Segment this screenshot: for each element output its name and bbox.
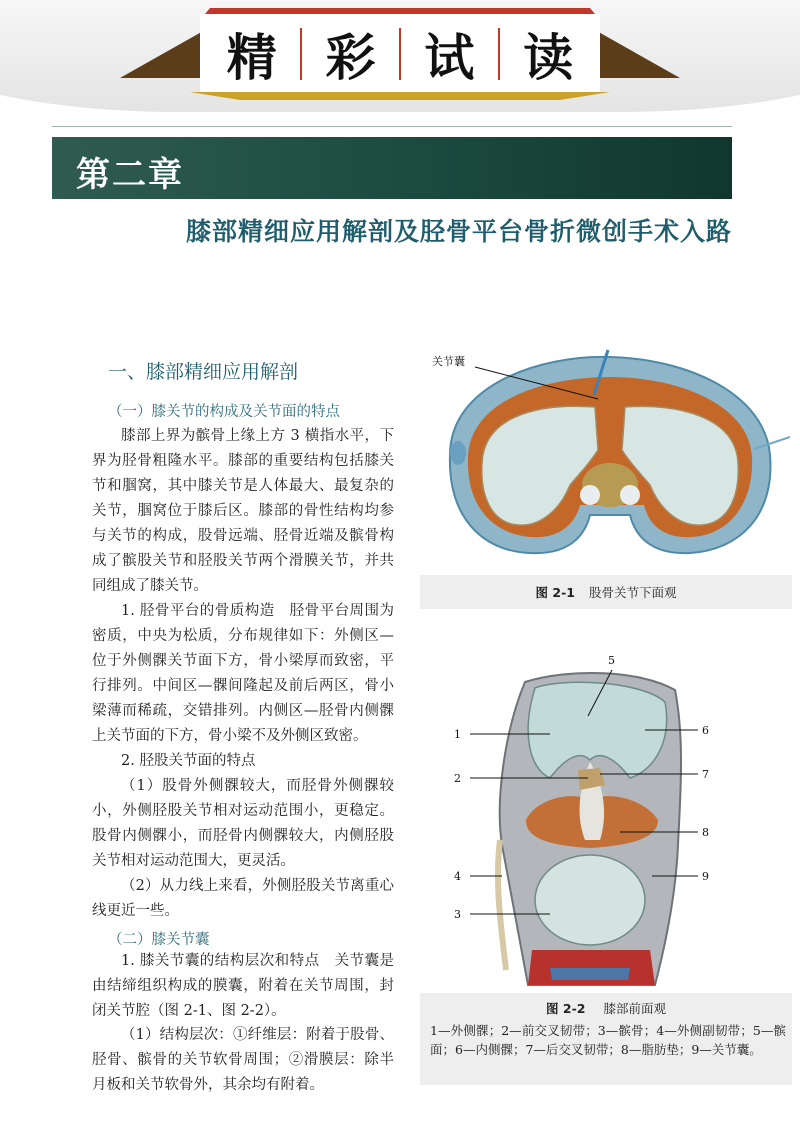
figure-number: 图 2-1 [535,585,575,600]
subsection-heading: （一）膝关节的构成及关节面的特点 [108,404,340,420]
figure-number: 图 2-2 [546,1001,586,1016]
figure-number-label: 6 [702,724,709,737]
banner-char: 试 [424,29,475,87]
paragraph: 膝部上界为髌骨上缘上方 3 横指水平，下界为胫骨粗隆水平。膝部的重要结构包括膝关节和腘窝，其中膝关节是人体最大、最复杂的关节，腘窝位于膝后区。膝部的骨性结构均参与关节的构成，股骨远端、胫骨近端及髌骨构成了髌股关节和胫股关节两个滑膜关节，并共同组成了膝关节。 [92,428,394,594]
banner-char: 读 [523,29,574,87]
figure-number-label: 8 [702,826,709,839]
banner-char: 精 [226,29,277,87]
banner-title [210,14,590,94]
chapter-bar [52,137,732,199]
page-top-rule [52,126,732,127]
banner-char: 彩 [325,29,376,87]
banner-divider [498,28,500,80]
figure-number-label: 4 [454,870,461,883]
chapter-title: 膝部精细应用解剖及胫骨平台骨折微创手术入路 [185,217,732,246]
figure-caption-text: 膝部前面观 [603,1001,666,1016]
section-heading: 一、膝部精细应用解剖 [108,361,299,383]
figure-label: 关节囊 [432,355,465,368]
paragraph: 1. 膝关节囊的结构层次和特点 关节囊是由结缔组织构成的膜囊，附着在关节周围，封闭关节腔（图 2-1、图 2-2）。 [92,953,394,1019]
chapter-label: 第二章 [76,155,184,195]
figure-legend: 1—外侧髁；2—前交叉韧带；3—髌骨；4—外侧副韧带；5—髌面；6—内侧髁；7—后交叉韧带；8—脂肪垫；9—关节囊。 [430,1023,786,1057]
top-banner [0,0,800,120]
figure-2-2-caption [420,999,792,1017]
paragraph: （1）结构层次：①纤维层：附着于股骨、胫骨、髌骨的关节软骨周围；②滑膜层：除半月板和关节软骨外，其余均有附着。 [92,1027,394,1093]
figure-number-label: 9 [702,870,709,883]
paragraph: 1. 胫骨平台的骨质构造 胫骨平台周围为密质，中央为松质，分布规律如下：外侧区—位于外侧髁关节面下方，骨小梁厚而致密，平行排列。中间区—髁间隆起及前后两区，骨小梁薄而稀疏，交错排列。内侧区—胫骨内侧髁上关节面的下方，骨小梁不及外侧区致密。 [92,603,394,744]
paragraph: 2. 胫股关节面的特点 [121,753,256,769]
banner-divider [399,28,401,80]
banner-divider [300,28,302,80]
figure-2-1-illustration [420,345,790,570]
figure-number-label: 3 [454,908,461,921]
figure-2-2-illustration [440,650,740,986]
figure-number-label: 7 [702,768,709,781]
figure-caption-text: 股骨关节下面观 [588,585,677,600]
figure-2-2-caption-box [420,993,792,1085]
subsection-heading: （二）膝关节囊 [108,932,210,948]
figure-number-label: 1 [454,728,461,741]
figure-number-label: 2 [454,772,461,785]
paragraph: （1）股骨外侧髁较大，而胫骨外侧髁较小，外侧胫股关节相对运动范围小，更稳定。股骨内侧髁小，而胫骨内侧髁较大，内侧胫股关节相对运动范围大，更灵活。 [92,778,394,869]
figure-2-1-caption [420,575,792,609]
paragraph: （2）从力线上来看，外侧胫股关节离重心线更近一些。 [92,878,394,919]
figure-number-label: 5 [608,654,615,667]
